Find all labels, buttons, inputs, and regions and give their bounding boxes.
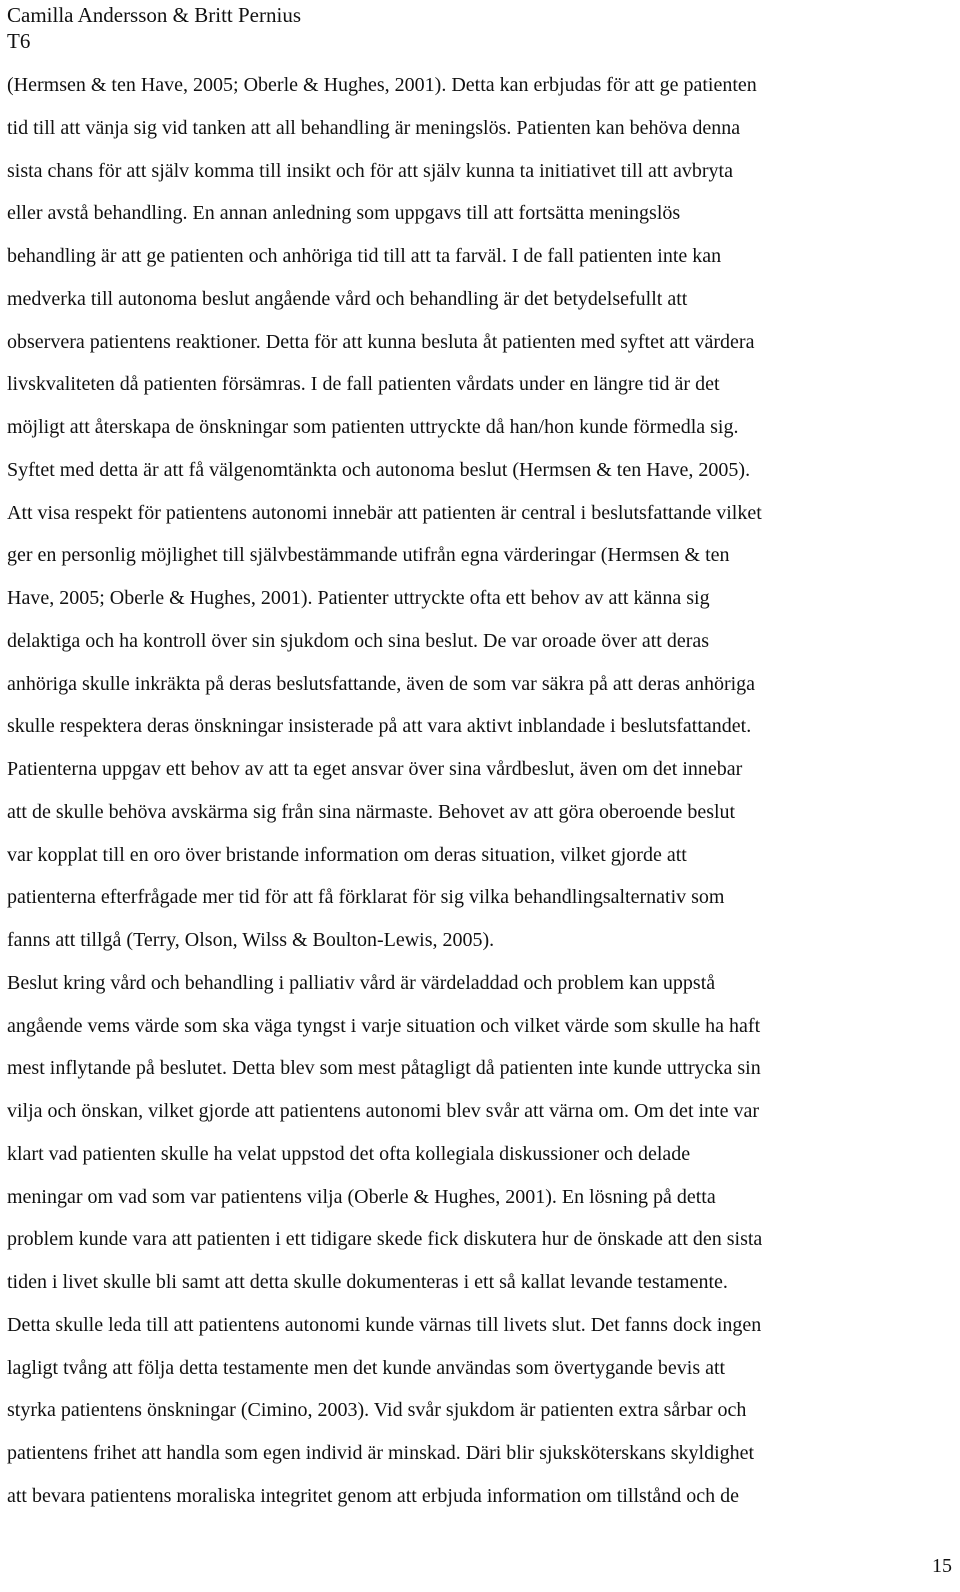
text-line: observera patientens reaktioner. Detta för att kunna besluta åt patienten med syftet att värdera bbox=[7, 330, 755, 353]
page-number: 15 bbox=[932, 1555, 952, 1577]
text-line: möjligt att återskapa de önskningar som patienten uttryckte då han/hon kunde förmedla sig. bbox=[7, 416, 739, 438]
text-line: Beslut kring vård och behandling i palliativ vård är värdeladdad och problem kan uppstå bbox=[7, 971, 716, 994]
text-line: delaktiga och ha kontroll över sin sjukdom och sina beslut. De var oroade över att deras bbox=[7, 629, 710, 652]
text-line: (Hermsen & ten Have, 2005; Oberle & Hughes, 2001). Detta kan erbjudas för att ge patienten bbox=[7, 74, 757, 96]
running-header bbox=[7, 2, 301, 54]
text-line: tid till att vänja sig vid tanken att all behandling är meningslös. Patienten kan behöva denna bbox=[7, 116, 741, 139]
text-line: meningar om vad som var patientens vilja (Oberle & Hughes, 2001). En lösning på detta bbox=[7, 1185, 716, 1208]
text-line: medverka till autonoma beslut angående vård och behandling är det betydelsefullt att bbox=[7, 287, 688, 310]
text-line: lagligt tvång att följa detta testamente men det kunde användas som övertygande bevis att bbox=[7, 1356, 726, 1379]
text-line: skulle respektera deras önskningar insisterade på att vara aktivt inblandade i beslutsfattandet. bbox=[7, 715, 752, 738]
text-line: ger en personlig möjlighet till självbestämmande utifrån egna värderingar (Hermsen & ten bbox=[7, 544, 730, 567]
text-line: styrka patientens önskningar (Cimino, 2003). Vid svår sjukdom är patienten extra sårbar och bbox=[7, 1399, 747, 1422]
text-line: patientens frihet att handla som egen individ är minskad. Däri blir sjuksköterskans skyldighet bbox=[7, 1442, 755, 1464]
header-authors: Camilla Andersson & Britt Pernius bbox=[7, 3, 301, 27]
text-line: behandling är att ge patienten och anhöriga tid till att ta farväl. I de fall patienten inte kan bbox=[7, 245, 722, 267]
text-line: Syftet med detta är att få välgenomtänkta och autonoma beslut (Hermsen & ten Have, 2005). bbox=[7, 458, 751, 481]
text-line: var kopplat till en oro över bristande information om deras situation, vilket gjorde att bbox=[7, 843, 687, 866]
header-code: T6 bbox=[7, 29, 31, 53]
text-line: Patienterna uppgav ett behov av att ta eget ansvar över sina vårdbeslut, även om det innebar bbox=[7, 758, 743, 780]
text-line: Detta skulle leda till att patientens autonomi kunde värnas till livets slut. Det fanns dock ingen bbox=[7, 1313, 762, 1336]
text-line: mest inflytande på beslutet. Detta blev som mest påtagligt då patienten inte kunde uttrycka sin bbox=[7, 1057, 761, 1080]
text-line: patienterna efterfrågade mer tid för att få förklarat för sig vilka behandlingsalternativ som bbox=[7, 886, 725, 909]
text-line: fanns att tillgå (Terry, Olson, Wilss & Boulton-Lewis, 2005). bbox=[7, 929, 495, 951]
text-line: anhöriga skulle inkräkta på deras beslutsfattande, även de som var säkra på att deras anhöriga bbox=[7, 672, 756, 695]
text-line: problem kunde vara att patienten i ett tidigare skede fick diskutera hur de önskade att den sista bbox=[7, 1228, 763, 1251]
body-text bbox=[7, 64, 955, 1518]
text-line: angående vems värde som ska väga tyngst i varje situation och vilket värde som skulle ha haft bbox=[7, 1014, 761, 1037]
text-line: klart vad patienten skulle ha velat uppstod det ofta kollegiala diskussioner och delade bbox=[7, 1142, 691, 1165]
text-line: att de skulle behöva avskärma sig från sina närmaste. Behovet av att göra oberoende beslut bbox=[7, 800, 736, 823]
text-line: Have, 2005; Oberle & Hughes, 2001). Patienter uttryckte ofta ett behov av att känna sig bbox=[7, 587, 710, 609]
text-line: Att visa respekt för patientens autonomi innebär att patienten är central i beslutsfattande vilket bbox=[7, 501, 762, 524]
text-line: livskvaliteten då patienten försämras. I de fall patienten vårdats under en längre tid är det bbox=[7, 373, 720, 396]
text-line: tiden i livet skulle bli samt att detta skulle dokumenteras i ett så kallat levande testamente. bbox=[7, 1271, 728, 1293]
text-line: vilja och önskan, vilket gjorde att patientens autonomi blev svår att värna om. Om det inte var bbox=[7, 1100, 760, 1122]
text-line: sista chans för att själv komma till insikt och för att själv kunna ta initiativet till att avbryta bbox=[7, 159, 733, 182]
text-line: att bevara patientens moraliska integritet genom att erbjuda information om tillstånd och de bbox=[7, 1484, 740, 1507]
text-line: eller avstå behandling. En annan anledning som uppgavs till att fortsätta meningslös bbox=[7, 202, 681, 225]
